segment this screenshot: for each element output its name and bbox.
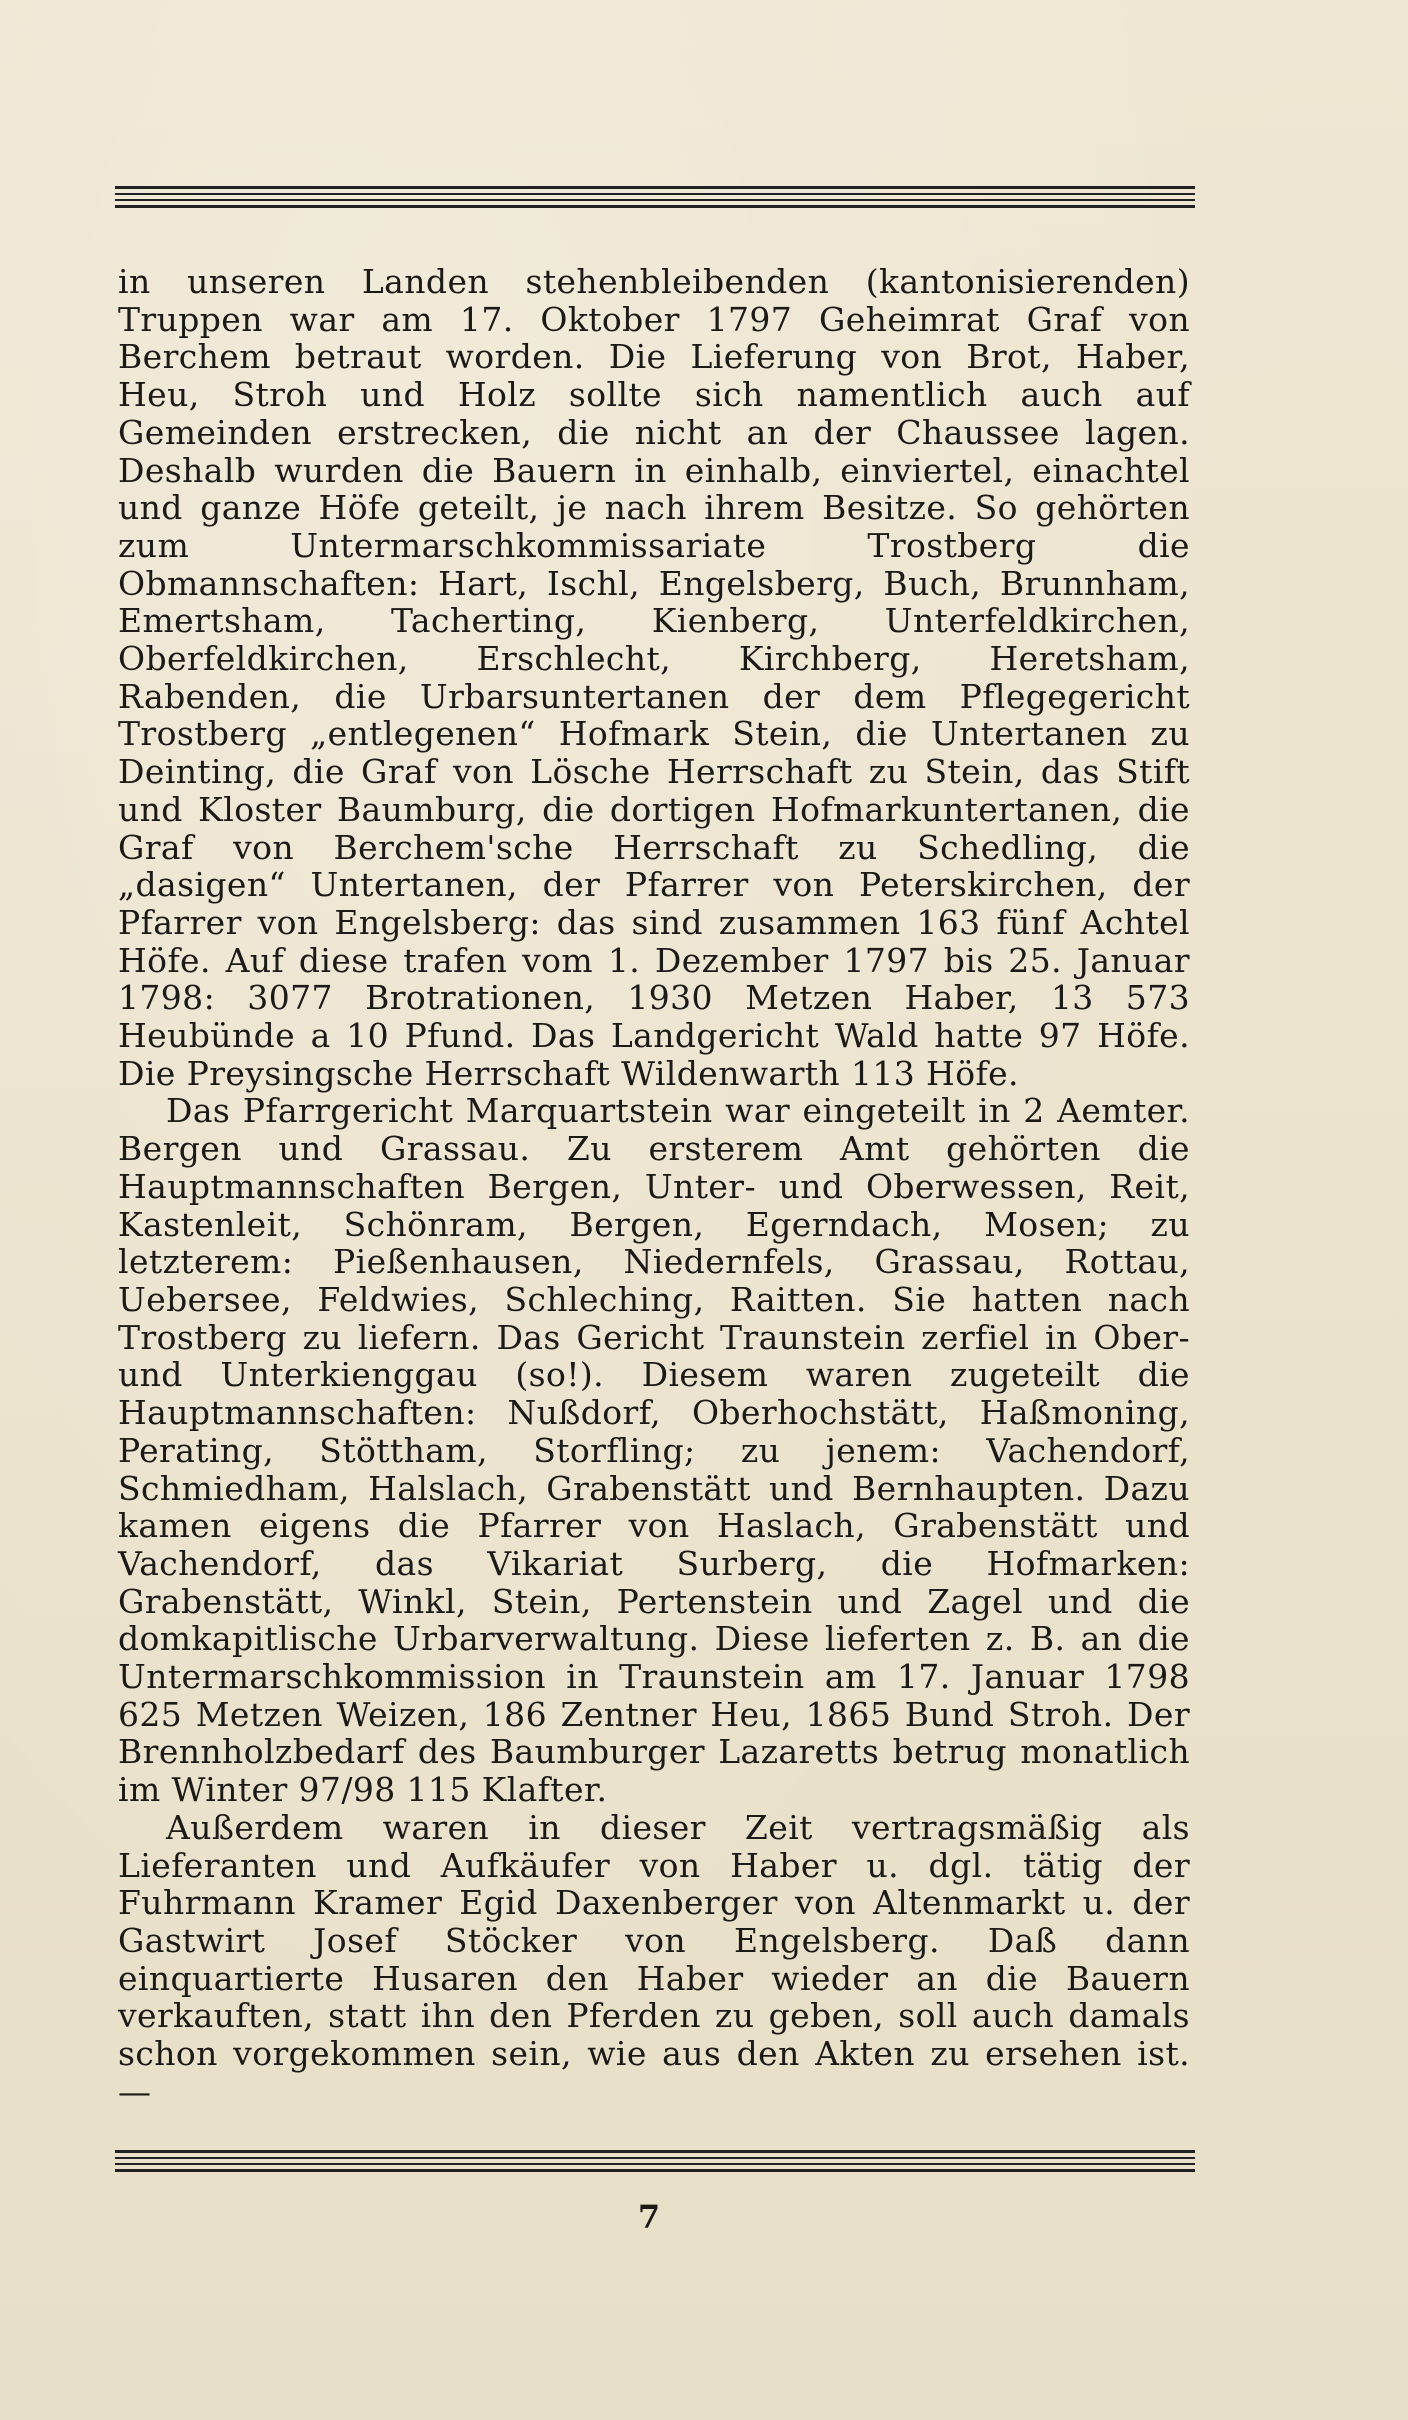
paragraph-2: Das Pfarrgericht Marquartstein war eingeteilt in 2 Aemter. Bergen und Grassau. Zu ersterem Amt gehörten die Hauptmannschaften Bergen, Unter- und Oberwessen, Reit, Kastenleit, Schönram, Bergen, Egerndach, Mosen; zu letzterem: Pießenhausen, Niedernfels, Grassau, Rottau, Uebersee, Feldwies, Schleching, Raitten. Sie hatten nach Trostberg zu liefern. Das Gericht Traunstein zerfiel in Ober- und Unterkienggau (so!). Diesem waren zugeteilt die Hauptmannschaften: Nußdorf, Oberhochstätt, Haßmoning, Perating, Stöttham, Storfling; zu jenem: Vachendorf, Schmiedham, Halslach, Grabenstätt und Bernhaupten. Dazu kamen eigens die Pfarrer von Haslach, Grabenstätt und Vachendorf, das Vikariat Surberg, die Hofmarken: Grabenstätt, Winkl, Stein, Pertenstein und Zagel und die domkapitlische Urbarverwaltung. Diese lieferten z. B. an die Untermarschkommission in Traunstein am 17. Januar 1798 625 Metzen Weizen, 186 Zentner Heu, 1865 Bund Stroh. Der Brennholzbedarf des Baumburger Lazaretts betrug monatlich im Winter 97/98 115 Klafter.	[118, 1091, 1190, 1810]
paragraph-1: in unseren Landen stehenbleibenden (kantonisierenden) Truppen war am 17. Oktober 1797 Geheimrat Graf von Berchem betraut worden. Die Lieferung von Brot, Haber, Heu, Stroh und Holz sollte sich namentlich auch auf Gemeinden erstrecken, die nicht an der Chaussee lagen. Deshalb wurden die Bauern in einhalb, einviertel, einachtel und ganze Höfe geteilt, je nach ihrem Besitze. So gehörten zum Untermarschkommissariate Trostberg die Obmannschaften: Hart, Ischl, Engelsberg, Buch, Brunnham, Emertsham, Tacherting, Kienberg, Unterfeldkirchen, Oberfeldkirchen, Erschlecht, Kirchberg, Heretsham, Rabenden, die Urbarsuntertanen der dem Pflegegericht Trostberg „entlegenen“ Hofmark Stein, die Untertanen zu Deinting, die Graf von Lösche Herrschaft zu Stein, das Stift und Kloster Baumburg, die dortigen Hofmarkuntertanen, die Graf von Berchem'sche Herrschaft zu Schedling, die „dasigen“ Untertanen, der Pfarrer von Peterskirchen, der Pfarrer von Engelsberg: das sind zusammen 163 fünf Achtel Höfe. Auf diese trafen vom 1. Dezember 1797 bis 25. Januar 1798: 3077 Brotrationen, 1930 Metzen Haber, 13 573 Heubünde a 10 Pfund. Das Landgericht Wald hatte 97 Höfe. Die Preysingsche Herrschaft Wildenwarth 113 Höfe.	[118, 262, 1190, 1093]
body-text	[118, 263, 1190, 2110]
page-number: 7	[637, 2198, 661, 2236]
bottom-decorative-rule	[115, 2150, 1195, 2176]
top-decorative-rule	[115, 186, 1195, 212]
paragraph-3: Außerdem waren in dieser Zeit vertragsmäßig als Lieferanten und Aufkäufer von Haber u. dgl. tätig der Fuhrmann Kramer Egid Daxenberger von Altenmarkt u. der Gastwirt Josef Stöcker von Engelsberg. Daß dann einquartierte Husaren den Haber wieder an die Bauern verkauften, statt ihn den Pferden zu geben, soll auch damals schon vorgekommen sein, wie aus den Akten zu ersehen ist. —	[118, 1807, 1190, 2111]
